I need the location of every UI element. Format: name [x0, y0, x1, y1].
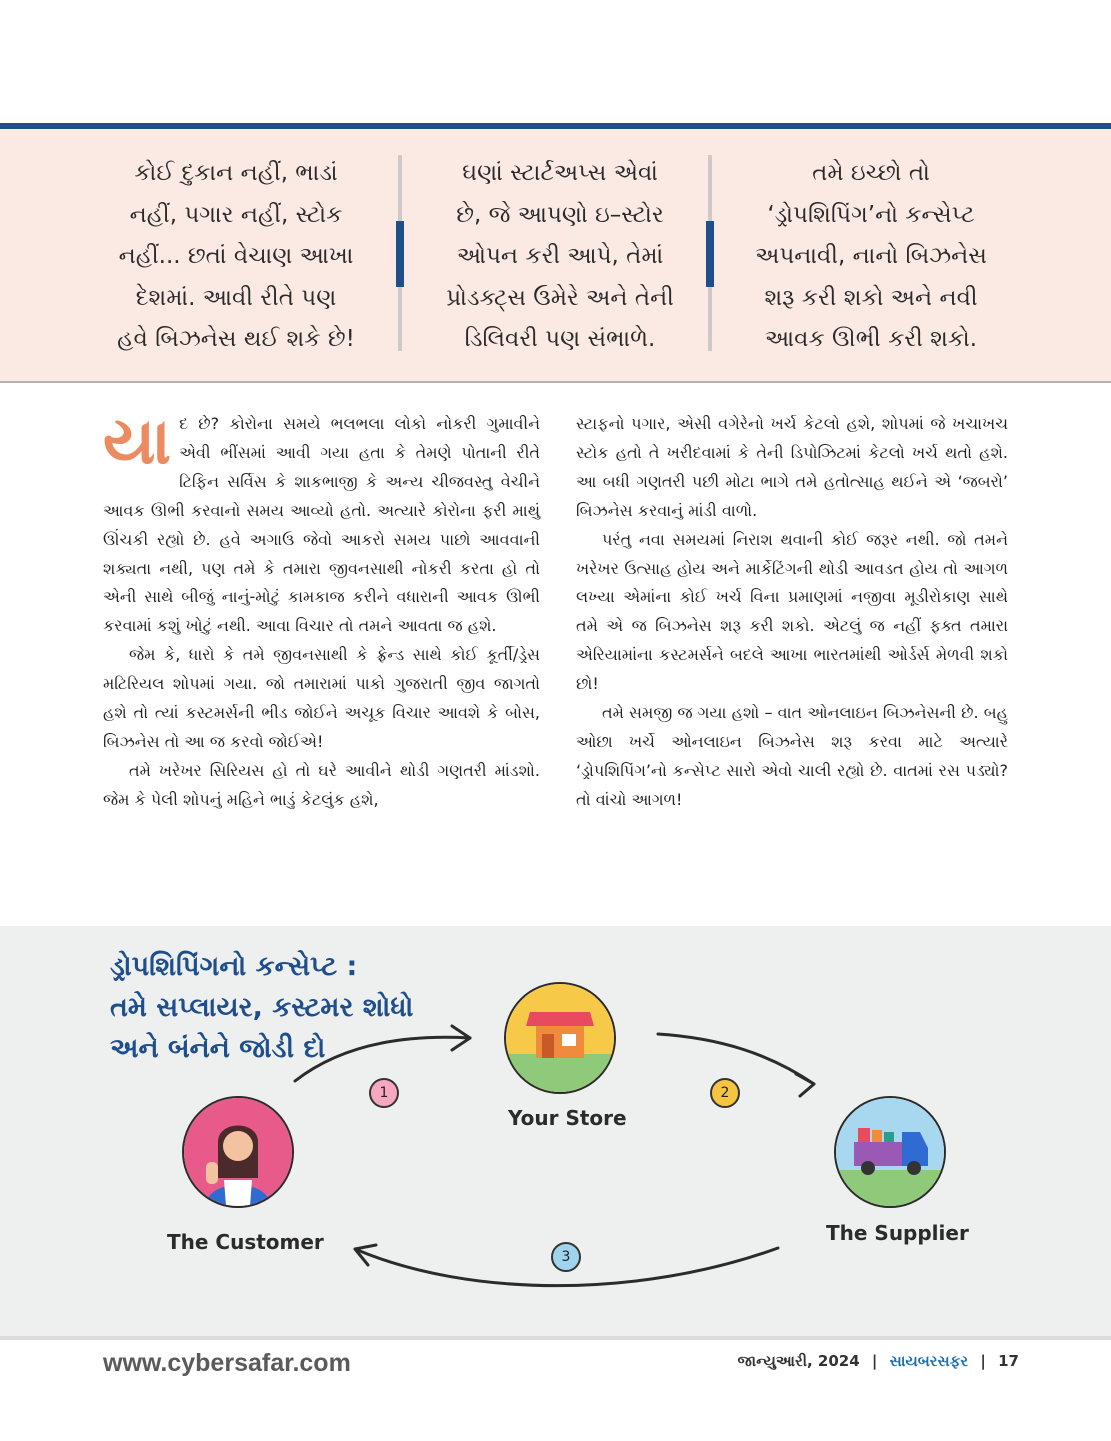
dropshipping-diagram [0, 926, 1111, 1336]
highlight-column-2 [420, 153, 700, 361]
diagram-title-line: અને બંનેને જોડી દો [110, 1033, 326, 1064]
highlight-line: ડિલિવરી પણ સંભાળે. [464, 326, 656, 352]
footer-separator: | [980, 1352, 986, 1370]
article-paragraph: તમે સમજી જ ગયા હશો – વાત ઓનલાઇન બિઝનેસની છે. બહુ ઓછા ખર્ચે ઓનલાઇન બિઝનેસ શરૂ કરવા માટે અત્યારે ‘ડ્રોપશિપિંગ’નો કન્સેપ્ટ સારો એવો ચાલી રહ્યો છે. વાતમાં રસ પડ્યો? તો વાંચો આગળ! [576, 703, 1008, 809]
store-label: Your Store [508, 1106, 627, 1130]
footer-separator: | [871, 1352, 878, 1370]
column-divider [398, 155, 402, 351]
column-divider [708, 155, 712, 351]
arrowhead-2 [796, 1074, 814, 1096]
highlight-line: ઓપન કરી આપે, તેમાં [456, 243, 664, 269]
article-column-right [576, 410, 1008, 815]
highlight-column-3 [728, 153, 1014, 361]
footer-rule [0, 1336, 1111, 1340]
step-badge: 1 [369, 1078, 399, 1108]
highlight-line: ‘ડ્રોપશિપિંગ’નો કન્સેપ્ટ [767, 201, 975, 228]
highlight-line: છે, જે આપણો ઇ–સ્ટોર [456, 201, 664, 228]
article-text: દ છે? કોરોના સમયે ભલભલા લોકો નોકરી ગુમાવીને એવી ભીંસમાં આવી ગયા હતા કે તેમણે પોતાની રીતે ટિફિન સર્વિસ કે શાકભાજી કે અન્ય ચીજવસ્તુ વેચીને આવક ઊભી કરવાનો સમય આવ્યો હતો. અત્યારે કોરોના ફરી માથું ઊંચકી રહ્યો છે. હવે અગાઉ જેવો આકરો સમય પાછો આવવાની શક્યતા નથી, પણ તમે કે તમારા જીવનસાથી નોકરી કરતા હો તો એની સાથે બીજું નાનું-મોટું કામકાજ કરીને વધારાની આવક ઊભી કરવામાં કશું ખોટું નથી. આવા વિચાર તો તમને આવતા જ હશે. [103, 414, 540, 636]
diagram-title [110, 946, 413, 1069]
step-badge: 2 [710, 1078, 740, 1108]
highlight-line: અપનાવી, નાનો બિઝનેસ [755, 243, 987, 269]
divider-accent [396, 221, 404, 287]
highlight-line: કોઈ દુકાન નહીં, ભાડાં [134, 160, 338, 186]
issue-date: જાન્યુઆરી, 2024 [737, 1352, 860, 1370]
highlight-line: નહીં, પગાર નહીં, સ્ટોક [129, 201, 343, 228]
page-number: 17 [998, 1352, 1019, 1370]
website-link[interactable]: www.cybersafar.com [103, 1349, 351, 1377]
article-column-left [103, 405, 540, 815]
arrow-store-to-supplier [658, 1034, 814, 1084]
highlight-line: હવે બિઝનેસ થઈ શકે છે! [117, 326, 355, 352]
drop-cap: યા [103, 405, 172, 479]
step-badge: 3 [551, 1242, 581, 1272]
divider-accent [706, 221, 714, 287]
highlight-line: ઘણાં સ્ટાર્ટઅપ્સ એવાં [462, 160, 658, 186]
article-paragraph: જેમ કે, ધારો કે તમે જીવનસાથી કે ફ્રેન્ડ સાથે કોઈ કૂર્તી/ડ્રેસ મટિરિયલ શોપમાં ગયા. જો તમારામાં પાકો ગુજરાતી જીવ જાગતો હશે તો ત્યાં કસ્ટમર્સની ભીડ જોઈને અચૂક વિચાર આવશે કે બોસ, બિઝનેસ તો આ જ કરવો જોઈએ! [103, 645, 540, 751]
store-icon [504, 982, 616, 1094]
article-paragraph [103, 405, 540, 641]
diagram-title-line: તમે સપ્લાયર, કસ્ટમર શોધો [110, 992, 414, 1023]
article-paragraph: પરંતુ નવા સમયમાં નિરાશ થવાની કોઈ જરૂર નથી. જો તમને ખરેખર ઉત્સાહ હોય અને માર્કેટિંગની થોડી આવડત હોય તો આગળ લખ્યા એમાંના કોઈ ખર્ચ વિના પ્રમાણમાં નજીવા મૂડીરોકાણ સાથે તમે એ જ બિઝનેસ શરૂ કરી શકો. એટલું જ નહીં ફક્ત તમારા એરિયામાંના કસ્ટમર્સને બદલે આખા ભારતમાંથી ઓર્ડર્સ મેળવી શકો છો! [576, 529, 1008, 694]
highlight-line: તમે ઇચ્છો તો [812, 160, 930, 186]
highlight-line: દેશમાં. આવી રીતે પણ [135, 284, 337, 311]
truck-icon [834, 1096, 946, 1208]
article-paragraph: તમે ખરેખર સિરિયસ હો તો ઘરે આવીને થોડી ગણતરી માંડશો. જેમ કે પેલી શોપનું મહિને ભાડું કેટલુંક હશે, [103, 760, 540, 809]
highlight-line: શરૂ કરી શકો અને નવી [764, 284, 978, 311]
customer-label: The Customer [167, 1230, 324, 1254]
highlights-band [0, 129, 1111, 383]
article-paragraph: સ્ટાફનો પગાર, એસી વગેરેનો ખર્ચ કેટલો હશે, શોપમાં જે ખચાખચ સ્ટોક હતો તે ખરીદવામાં કે તેની ડિપોઝિટમાં કેટલો ખર્ચ થતો હશે. આ બધી ગણતરી પછી મોટા ભાગે તમે હતોત્સાહ થઈને એ ‘જબરો’ બિઝનેસ કરવાનું માંડી વાળો. [576, 414, 1008, 520]
supplier-label: The Supplier [826, 1221, 969, 1245]
footer-meta [738, 1352, 1019, 1370]
customer-icon [182, 1096, 294, 1208]
highlight-line: નહીં... છતાં વેચાણ આખા [118, 243, 354, 269]
diagram-title-line: ડ્રોપશિપિંગનો કન્સેપ્ટ : [110, 951, 358, 982]
highlight-column-1 [88, 153, 384, 361]
highlight-line: આવક ઊભી કરી શકો. [764, 326, 978, 352]
highlight-line: પ્રોડક્ટ્સ ઉમેરે અને તેની [446, 284, 674, 311]
magazine-name: સાયબરસફર [889, 1352, 969, 1370]
